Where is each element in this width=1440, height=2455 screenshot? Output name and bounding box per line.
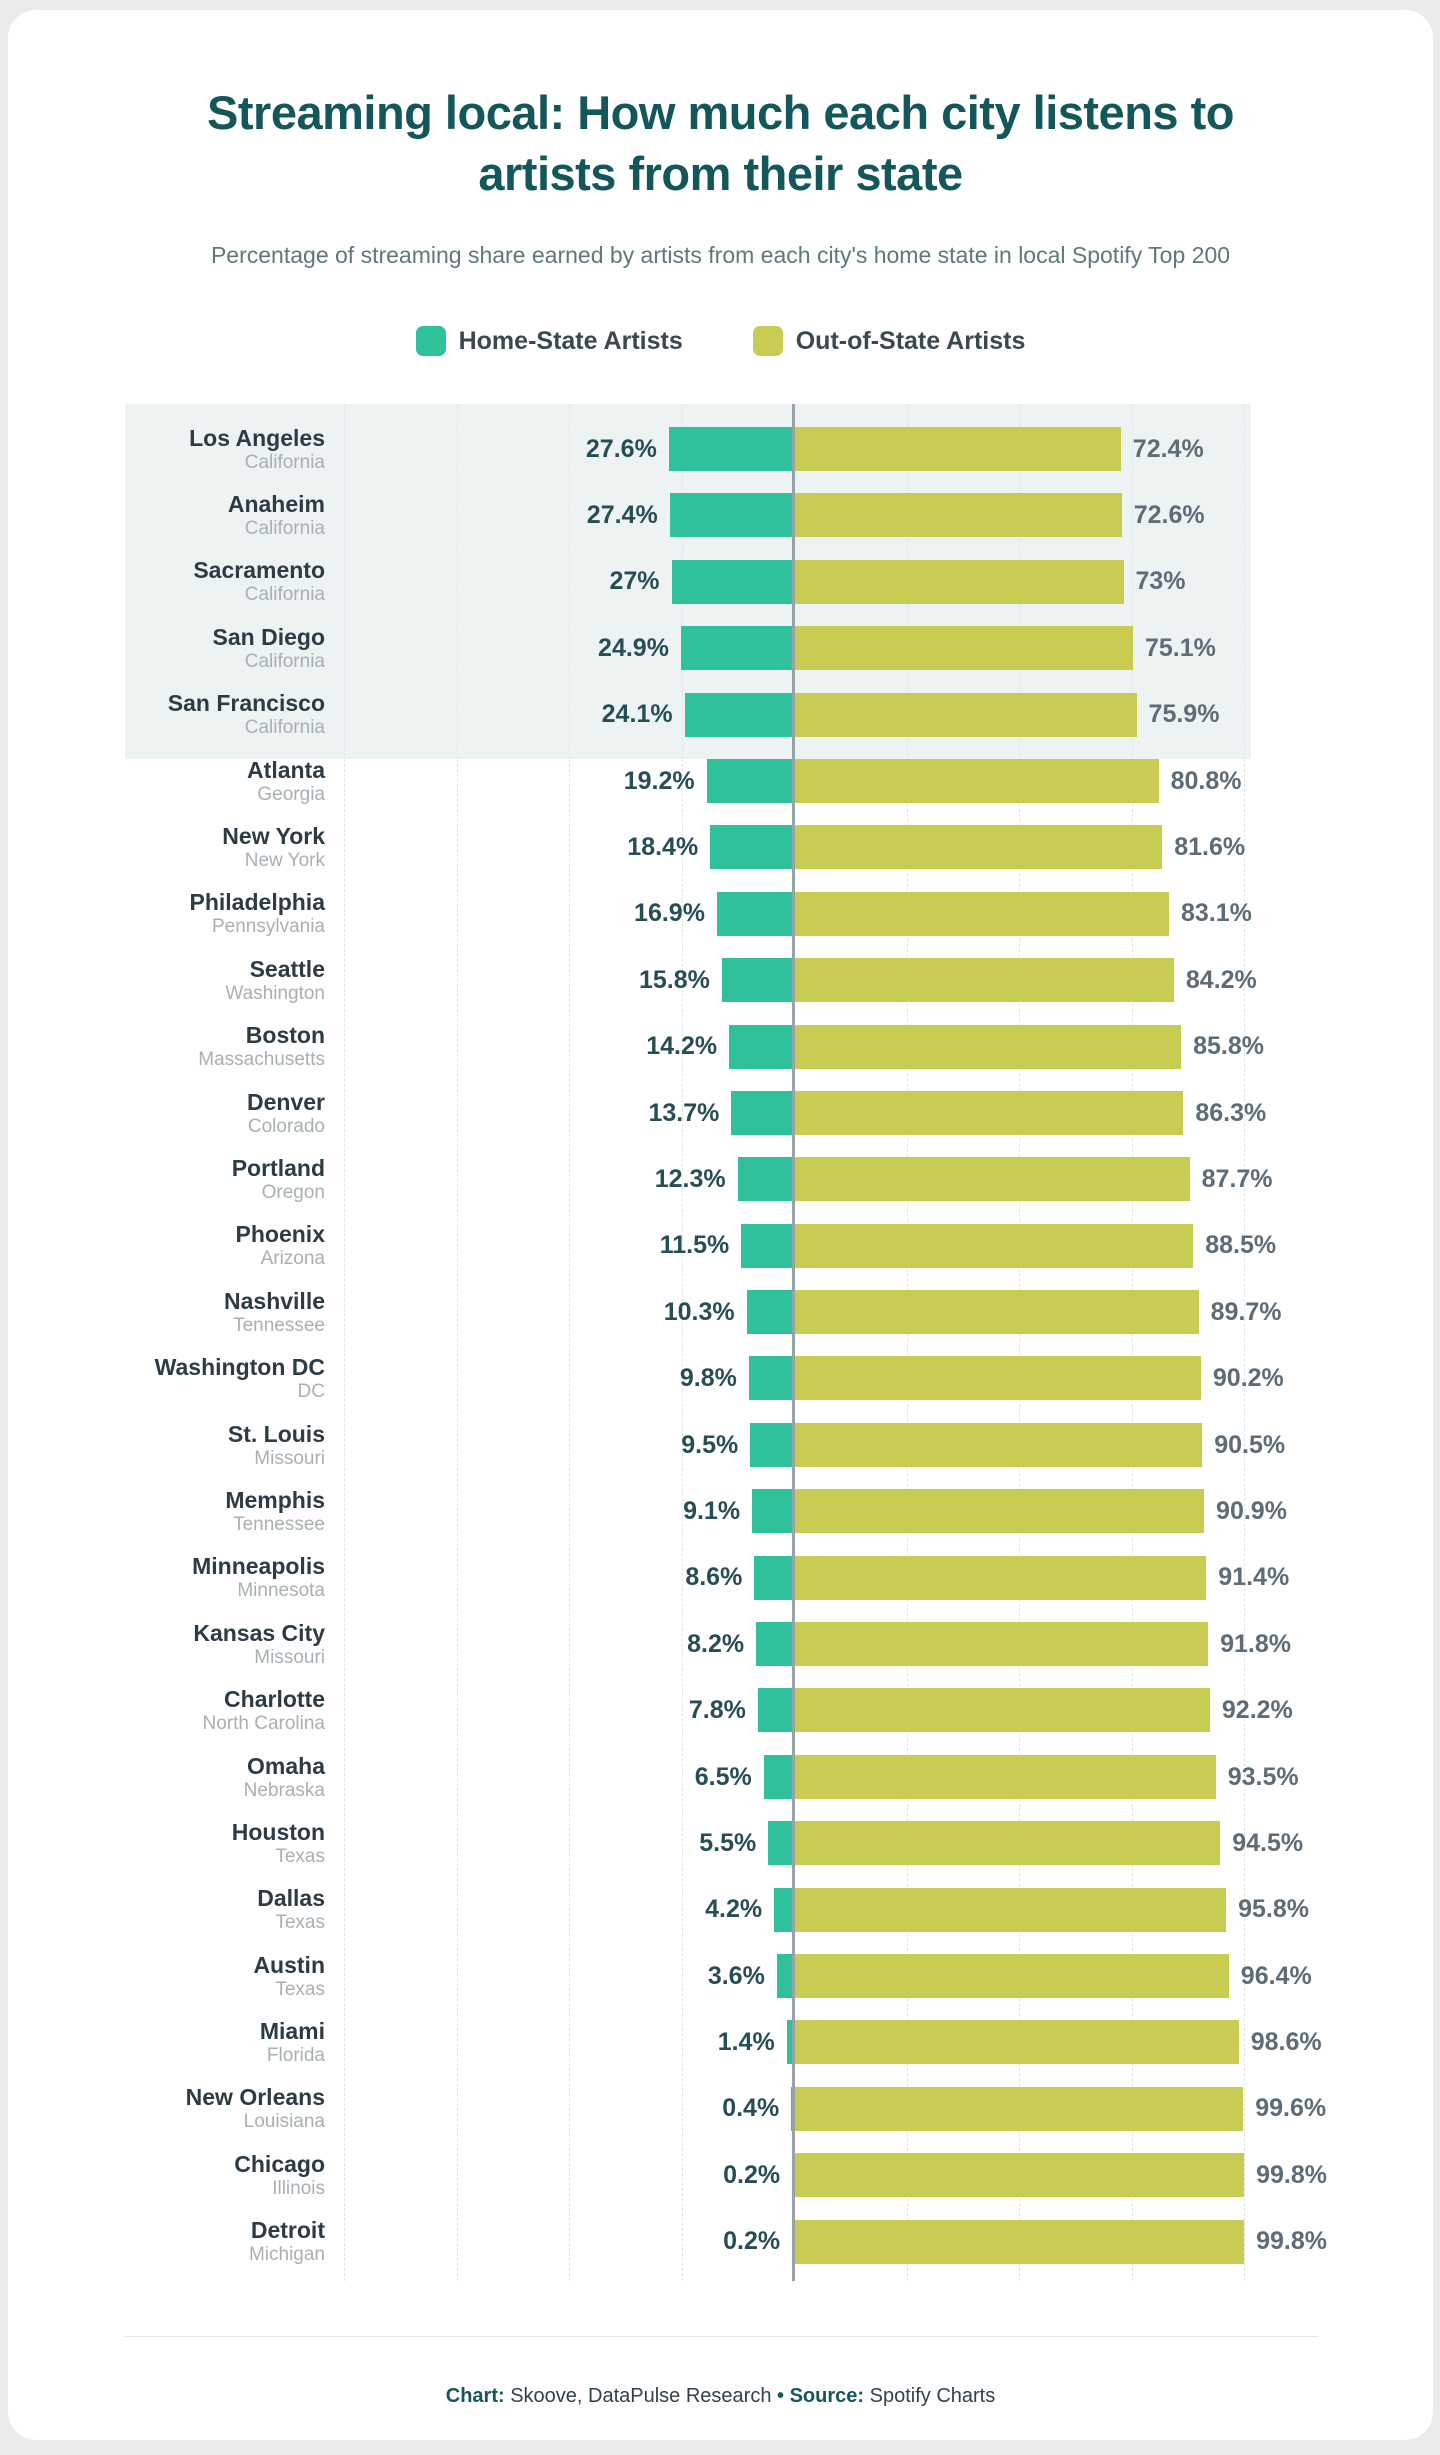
city-label: Sacramento <box>193 557 325 584</box>
out-of-state-swatch <box>753 326 783 356</box>
home-state-value: 0.2% <box>723 2160 781 2189</box>
home-state-value: 6.5% <box>694 1762 752 1791</box>
home-state-bar <box>710 825 793 869</box>
home-state-bar <box>729 1025 793 1069</box>
out-of-state-bar <box>795 1688 1210 1732</box>
chart-row <box>8 2009 1433 2075</box>
chart-row <box>8 416 1433 482</box>
state-label: Oregon <box>261 1181 325 1203</box>
state-label: New York <box>244 850 325 872</box>
out-of-state-value: 92.2% <box>1221 1696 1293 1725</box>
out-of-state-value: 89.7% <box>1210 1297 1282 1326</box>
page-title <box>8 82 1433 204</box>
state-label: Missouri <box>254 1447 325 1469</box>
home-state-bar <box>685 693 793 737</box>
row-label <box>8 1213 325 1279</box>
state-label: Texas <box>275 1845 325 1867</box>
out-of-state-value: 80.8% <box>1170 766 1242 795</box>
state-label: California <box>244 584 325 606</box>
city-label: Atlanta <box>247 756 325 783</box>
out-of-state-bar <box>795 1556 1206 1600</box>
home-state-bar <box>750 1423 793 1467</box>
out-of-state-value: 84.2% <box>1185 965 1257 994</box>
out-of-state-bar <box>795 759 1159 803</box>
chart-row <box>8 549 1433 615</box>
home-state-value: 0.2% <box>723 2227 781 2256</box>
chart-row <box>8 1478 1433 1544</box>
out-of-state-bar <box>795 1290 1199 1334</box>
out-of-state-bar <box>795 1954 1229 1998</box>
row-label <box>8 1877 325 1943</box>
out-of-state-value: 72.4% <box>1132 434 1204 463</box>
out-of-state-value: 86.3% <box>1195 1098 1267 1127</box>
row-label <box>8 482 325 548</box>
state-label: Texas <box>275 1912 325 1934</box>
city-label: Boston <box>245 1022 325 1049</box>
out-of-state-value: 90.2% <box>1212 1364 1284 1393</box>
city-label: Nashville <box>224 1287 325 1314</box>
chart-row <box>8 1545 1433 1611</box>
out-of-state-bar <box>795 1888 1226 1932</box>
legend-item-home-state <box>416 326 683 356</box>
city-label: Dallas <box>257 1885 325 1912</box>
out-of-state-bar <box>795 2087 1243 2131</box>
home-state-value: 11.5% <box>659 1231 730 1260</box>
home-state-value: 9.5% <box>681 1430 739 1459</box>
state-label: California <box>244 650 325 672</box>
row-label <box>8 1744 325 1810</box>
home-state-value: 12.3% <box>654 1164 726 1193</box>
out-of-state-value: 96.4% <box>1240 1961 1312 1990</box>
out-of-state-value: 91.8% <box>1220 1629 1291 1658</box>
out-of-state-bar <box>795 1025 1181 1069</box>
home-state-bar <box>738 1157 793 1201</box>
home-state-value: 5.5% <box>699 1828 757 1857</box>
page-title-line2: artists from their state <box>478 147 963 200</box>
city-label: San Francisco <box>167 690 325 717</box>
out-of-state-bar <box>795 1157 1190 1201</box>
chart-row <box>8 1677 1433 1743</box>
out-of-state-value: 83.1% <box>1180 899 1252 928</box>
row-label <box>8 814 325 880</box>
out-of-state-value: 75.9% <box>1148 700 1220 729</box>
city-label: New York <box>222 823 325 850</box>
chart-row <box>8 1877 1433 1943</box>
row-label <box>8 881 325 947</box>
state-label: Missouri <box>254 1646 325 1668</box>
state-label: California <box>244 518 325 540</box>
city-label: Charlotte <box>224 1686 325 1713</box>
chart-row <box>8 1345 1433 1411</box>
out-of-state-bar <box>795 693 1137 737</box>
home-state-value: 3.6% <box>707 1961 765 1990</box>
out-of-state-value: 85.8% <box>1193 1032 1264 1061</box>
state-label: Pennsylvania <box>211 916 325 938</box>
out-of-state-value: 99.8% <box>1256 2227 1327 2256</box>
home-state-value: 10.3% <box>663 1297 735 1326</box>
row-label <box>8 2209 325 2275</box>
chart-row <box>8 1213 1433 1279</box>
city-label: St. Louis <box>227 1420 325 1447</box>
state-label: Illinois <box>272 2177 325 2199</box>
chart-row <box>8 1611 1433 1677</box>
home-state-bar <box>741 1224 793 1268</box>
page-title-line1: Streaming local: How much each city listens to <box>207 86 1234 139</box>
row-label <box>8 416 325 482</box>
city-label: Anaheim <box>227 491 325 518</box>
state-label: Minnesota <box>237 1580 325 1602</box>
attribution-footer <box>8 2385 1433 2408</box>
state-label: Nebraska <box>243 1779 325 1801</box>
row-label <box>8 1478 325 1544</box>
home-state-value: 8.6% <box>685 1563 743 1592</box>
chart-row <box>8 1279 1433 1345</box>
legend-label-out-of-state: Out-of-State Artists <box>795 326 1026 355</box>
legend-label-home-state: Home-State Artists <box>458 326 683 355</box>
chart-row <box>8 482 1433 548</box>
city-label: New Orleans <box>185 2084 325 2111</box>
home-state-value: 4.2% <box>705 1895 763 1924</box>
row-label <box>8 1943 325 2009</box>
home-state-bar <box>774 1888 793 1932</box>
out-of-state-value: 88.5% <box>1205 1231 1277 1260</box>
out-of-state-bar <box>795 2220 1244 2264</box>
home-state-bar <box>731 1091 793 1135</box>
city-label: Phoenix <box>235 1221 325 1248</box>
home-state-value: 1.4% <box>717 2028 775 2057</box>
city-label: Memphis <box>225 1486 325 1513</box>
city-label: Portland <box>231 1154 325 1181</box>
out-of-state-value: 91.4% <box>1218 1563 1290 1592</box>
chart-row <box>8 1810 1433 1876</box>
row-label <box>8 2009 325 2075</box>
home-state-value: 24.9% <box>598 633 669 662</box>
home-state-bar <box>749 1356 793 1400</box>
state-label: North Carolina <box>202 1713 325 1735</box>
state-label: California <box>244 717 325 739</box>
out-of-state-bar <box>795 2153 1244 2197</box>
home-state-bar <box>672 560 794 604</box>
chart-row <box>8 2076 1433 2142</box>
out-of-state-bar <box>795 1622 1208 1666</box>
row-label <box>8 947 325 1013</box>
out-of-state-value: 99.6% <box>1255 2094 1327 2123</box>
source-credit-value: Spotify Charts <box>869 2385 996 2407</box>
row-label <box>8 1677 325 1743</box>
state-label: Tennessee <box>233 1513 325 1535</box>
state-label: DC <box>297 1381 325 1403</box>
city-label: Minneapolis <box>192 1553 325 1580</box>
home-state-value: 24.1% <box>601 700 673 729</box>
out-of-state-bar <box>795 1356 1201 1400</box>
row-label <box>8 1545 325 1611</box>
chart-row <box>8 881 1433 947</box>
row-label <box>8 1412 325 1478</box>
row-label <box>8 1279 325 1345</box>
city-label: Washington DC <box>154 1354 325 1381</box>
out-of-state-bar <box>795 825 1162 869</box>
chart-legend <box>8 325 1433 357</box>
home-state-value: 14.2% <box>646 1032 718 1061</box>
row-label <box>8 1345 325 1411</box>
row-label <box>8 1611 325 1677</box>
city-label: Denver <box>247 1088 325 1115</box>
chart-row <box>8 682 1433 748</box>
row-label <box>8 1810 325 1876</box>
home-state-value: 16.9% <box>634 899 705 928</box>
city-label: Omaha <box>247 1752 325 1779</box>
chart-row <box>8 1080 1433 1146</box>
state-label: Georgia <box>257 783 325 805</box>
city-label: Chicago <box>234 2150 325 2177</box>
state-label: Colorado <box>247 1115 325 1137</box>
out-of-state-value: 95.8% <box>1238 1895 1309 1924</box>
city-label: Seattle <box>249 955 325 982</box>
home-state-bar <box>669 427 793 471</box>
home-state-value: 7.8% <box>688 1696 746 1725</box>
center-axis-line <box>792 404 795 2281</box>
chart-row <box>8 947 1433 1013</box>
state-label: Michigan <box>248 2244 325 2266</box>
chart-row <box>8 2142 1433 2208</box>
home-state-bar <box>758 1688 793 1732</box>
home-state-value: 27.4% <box>586 501 658 530</box>
out-of-state-bar <box>795 1821 1220 1865</box>
home-state-swatch <box>416 326 446 356</box>
home-state-bar <box>681 626 793 670</box>
row-label <box>8 1014 325 1080</box>
out-of-state-bar <box>795 626 1133 670</box>
out-of-state-bar <box>795 1755 1216 1799</box>
city-label: Austin <box>253 1951 325 1978</box>
home-state-value: 27% <box>609 567 660 596</box>
home-state-bar <box>754 1556 793 1600</box>
state-label: California <box>244 451 325 473</box>
page-subtitle: Percentage of streaming share earned by artists from each city's home state in local Spotify Top 200 <box>210 242 1231 268</box>
chart-row <box>8 1014 1433 1080</box>
out-of-state-value: 98.6% <box>1250 2028 1322 2057</box>
state-label: Washington <box>225 982 325 1004</box>
out-of-state-bar <box>795 1489 1204 1533</box>
chart-row <box>8 1412 1433 1478</box>
city-label: Philadelphia <box>189 889 325 916</box>
footer-divider <box>123 2336 1318 2337</box>
home-state-bar <box>670 493 793 537</box>
out-of-state-bar <box>795 892 1169 936</box>
out-of-state-value: 90.5% <box>1214 1430 1286 1459</box>
city-label: Miami <box>259 2018 325 2045</box>
state-label: Massachusetts <box>198 1049 325 1071</box>
city-label: San Diego <box>212 623 325 650</box>
state-label: Tennessee <box>233 1314 325 1336</box>
home-state-bar <box>768 1821 793 1865</box>
city-label: Detroit <box>250 2217 325 2244</box>
row-label <box>8 1080 325 1146</box>
home-state-bar <box>707 759 793 803</box>
chart-row <box>8 1943 1433 2009</box>
source-credit-label: Source: <box>789 2385 865 2407</box>
home-state-value: 0.4% <box>722 2094 780 2123</box>
home-state-value: 15.8% <box>639 965 710 994</box>
city-label: Los Angeles <box>189 424 325 451</box>
home-state-bar <box>752 1489 793 1533</box>
home-state-bar <box>777 1954 793 1998</box>
out-of-state-value: 87.7% <box>1201 1164 1273 1193</box>
legend-item-out-of-state <box>753 326 1026 356</box>
home-state-value: 19.2% <box>623 766 695 795</box>
state-label: Louisiana <box>243 2111 325 2133</box>
row-label <box>8 2142 325 2208</box>
city-label: Houston <box>231 1818 325 1845</box>
home-state-value: 9.8% <box>679 1364 737 1393</box>
out-of-state-bar <box>795 958 1174 1002</box>
chart-credit-label: Chart: <box>445 2385 505 2407</box>
chart-row <box>8 1146 1433 1212</box>
home-state-bar <box>717 892 793 936</box>
out-of-state-value: 90.9% <box>1216 1496 1287 1525</box>
home-state-value: 8.2% <box>687 1629 745 1658</box>
row-label <box>8 1146 325 1212</box>
row-label <box>8 2076 325 2142</box>
city-label: Kansas City <box>193 1619 325 1646</box>
out-of-state-bar <box>795 1091 1183 1135</box>
out-of-state-value: 99.8% <box>1256 2160 1327 2189</box>
out-of-state-bar <box>795 493 1122 537</box>
home-state-bar <box>747 1290 793 1334</box>
out-of-state-value: 73% <box>1135 567 1186 596</box>
home-state-bar <box>722 958 793 1002</box>
chart-row <box>8 615 1433 681</box>
state-label: Arizona <box>260 1248 325 1270</box>
home-state-value: 13.7% <box>648 1098 720 1127</box>
chart-card <box>8 10 1433 2440</box>
row-label <box>8 682 325 748</box>
state-label: Florida <box>266 2045 325 2067</box>
out-of-state-bar <box>795 1224 1193 1268</box>
home-state-value: 9.1% <box>683 1496 741 1525</box>
out-of-state-value: 93.5% <box>1227 1762 1299 1791</box>
home-state-bar <box>756 1622 793 1666</box>
home-state-value: 18.4% <box>627 833 699 862</box>
diverging-bar-chart <box>8 404 1433 2281</box>
chart-row <box>8 748 1433 814</box>
state-label: Texas <box>275 1978 325 2000</box>
out-of-state-value: 75.1% <box>1144 633 1216 662</box>
chart-rows <box>8 416 1433 2275</box>
chart-row <box>8 814 1433 880</box>
chart-credit-value: Skoove, DataPulse Research <box>510 2385 772 2407</box>
row-label <box>8 748 325 814</box>
out-of-state-bar <box>795 427 1121 471</box>
home-state-value: 27.6% <box>585 434 657 463</box>
out-of-state-bar <box>795 1423 1202 1467</box>
out-of-state-value: 81.6% <box>1174 833 1246 862</box>
chart-row <box>8 1744 1433 1810</box>
chart-row <box>8 2209 1433 2275</box>
out-of-state-bar <box>795 2020 1239 2064</box>
row-label <box>8 549 325 615</box>
row-label <box>8 615 325 681</box>
out-of-state-value: 72.6% <box>1133 501 1205 530</box>
home-state-bar <box>764 1755 793 1799</box>
out-of-state-value: 94.5% <box>1232 1828 1304 1857</box>
out-of-state-bar <box>795 560 1124 604</box>
footer-separator: • <box>777 2385 785 2407</box>
